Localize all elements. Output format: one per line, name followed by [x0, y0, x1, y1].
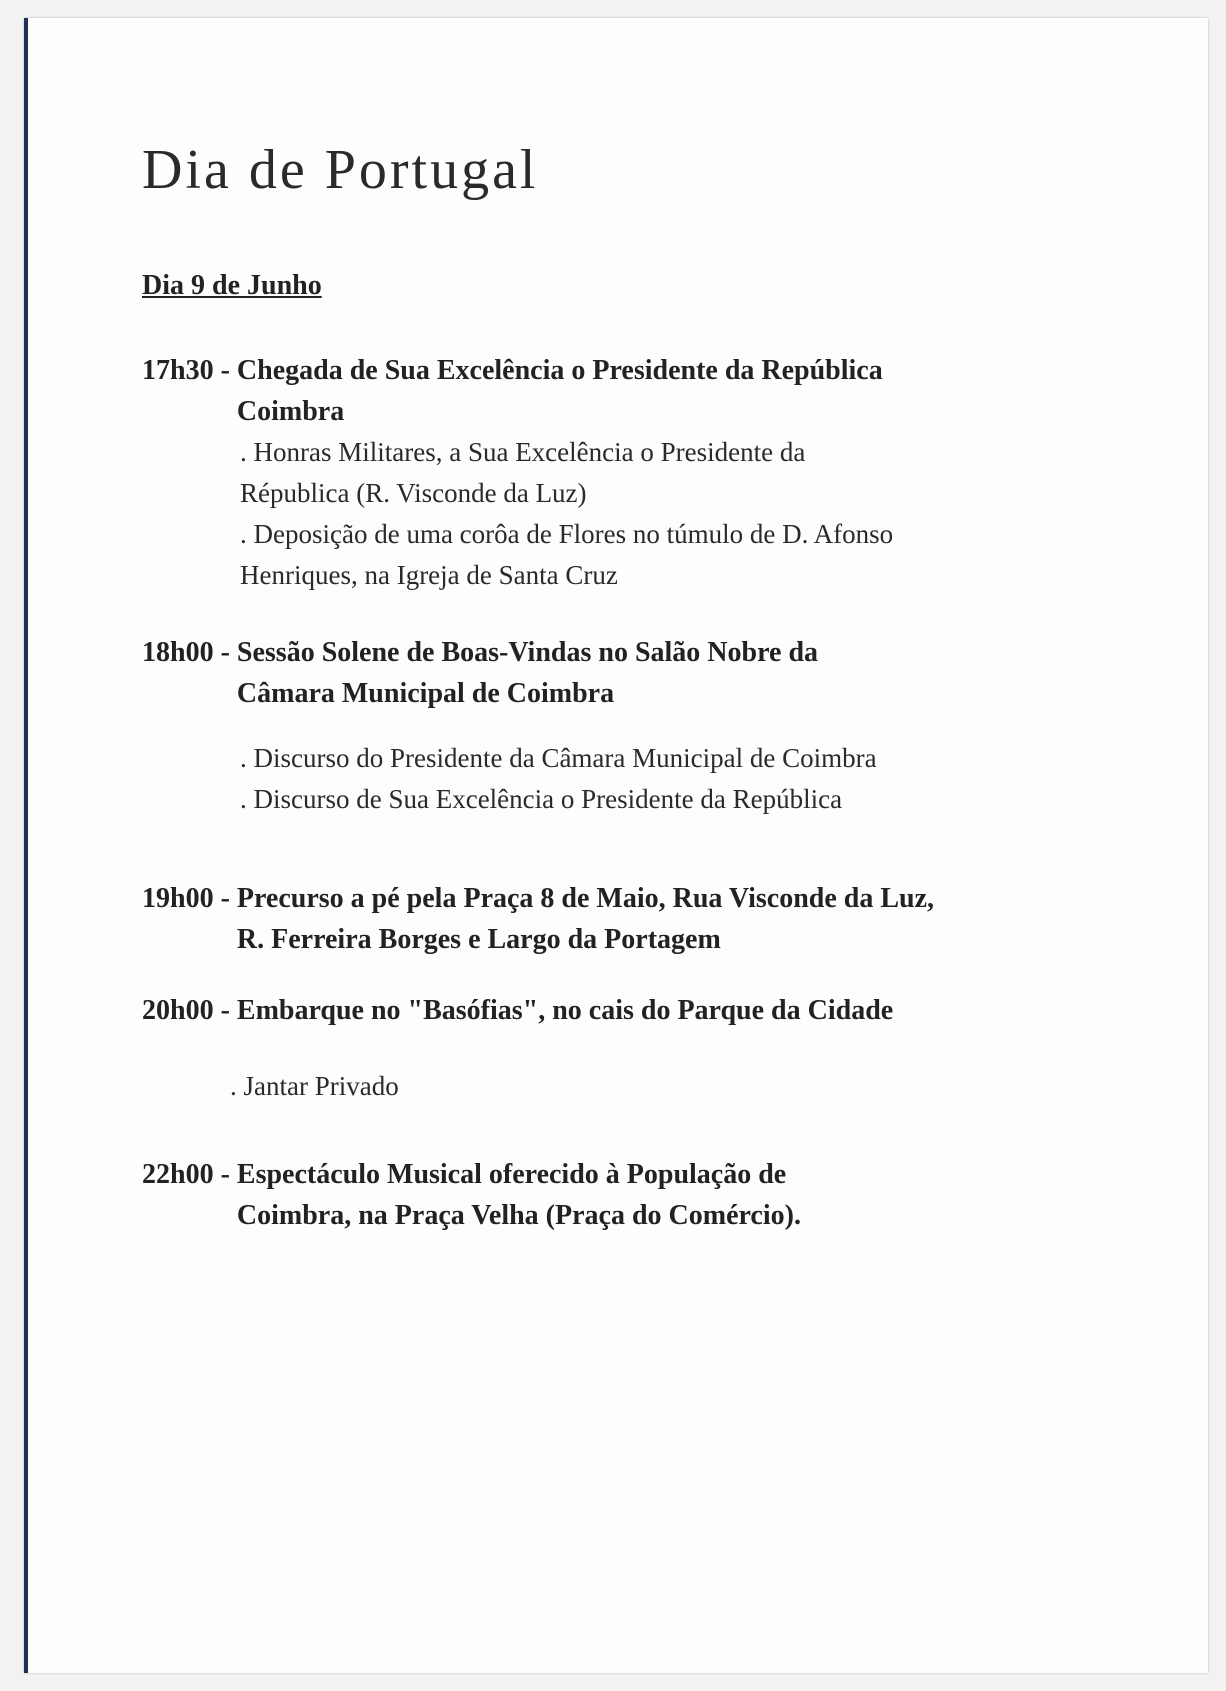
- event-header: [142, 878, 1142, 960]
- event-20h00: [142, 990, 1142, 1107]
- event-header: [142, 350, 1142, 432]
- event-title-line: Sessão Solene de Boas-Vindas no Salão Nobre da: [236, 637, 819, 668]
- event-detail: . Deposição de uma corôa de Flores no túmulo de D. Afonso: [240, 519, 894, 549]
- event-title-line: Chegada de Sua Excelência o Presidente da República: [236, 355, 883, 386]
- event-details: [240, 432, 1142, 596]
- event-17h30: [142, 350, 1142, 596]
- document-page: [24, 18, 1208, 1673]
- event-title-line: R. Ferreira Borges e Largo da Portagem: [236, 924, 721, 955]
- event-header: [142, 990, 1142, 1031]
- event-title: [237, 878, 934, 960]
- event-title: [237, 990, 893, 1031]
- event-title-line: Espectáculo Musical oferecido à População de: [236, 1159, 787, 1190]
- event-22h00: [142, 1154, 1142, 1236]
- event-detail: . Honras Militares, a Sua Excelência o Presidente da: [240, 437, 806, 467]
- event-detail: . Discurso do Presidente da Câmara Municipal de Coimbra: [240, 743, 877, 773]
- event-detail: . Jantar Privado: [230, 1071, 399, 1101]
- event-detail: Henriques, na Igreja de Santa Cruz: [240, 560, 618, 590]
- event-detail: Républica (R. Visconde da Luz): [240, 478, 587, 508]
- event-header: [142, 1154, 1142, 1236]
- event-title-line: Coimbra, na Praça Velha (Praça do Comércio).: [236, 1200, 801, 1231]
- event-detail: . Discurso de Sua Excelência o Presidente da República: [240, 784, 843, 814]
- event-title-line: Embarque no "Basófias", no cais do Parque da Cidade: [236, 995, 894, 1026]
- event-time: 20h00 -: [142, 995, 237, 1026]
- event-title-line: Coimbra: [236, 396, 345, 427]
- event-19h00: [142, 878, 1142, 960]
- event-time: 19h00 -: [142, 883, 237, 914]
- event-title: [237, 1154, 801, 1236]
- event-details: [240, 738, 1142, 820]
- event-title-line: Câmara Municipal de Coimbra: [236, 678, 615, 709]
- page-title: Dia de Portugal: [142, 139, 539, 201]
- event-title-line: Precurso a pé pela Praça 8 de Maio, Rua Visconde da Luz,: [236, 883, 935, 914]
- event-title: [237, 350, 883, 432]
- event-details: [230, 1066, 1142, 1107]
- event-18h00: [142, 632, 1142, 820]
- event-time: 18h00 -: [142, 637, 237, 668]
- event-time: 22h00 -: [142, 1159, 237, 1190]
- date-heading: Dia 9 de Junho: [142, 270, 322, 301]
- event-header: [142, 632, 1142, 714]
- event-title: [237, 632, 818, 714]
- event-time: 17h30 -: [142, 355, 237, 386]
